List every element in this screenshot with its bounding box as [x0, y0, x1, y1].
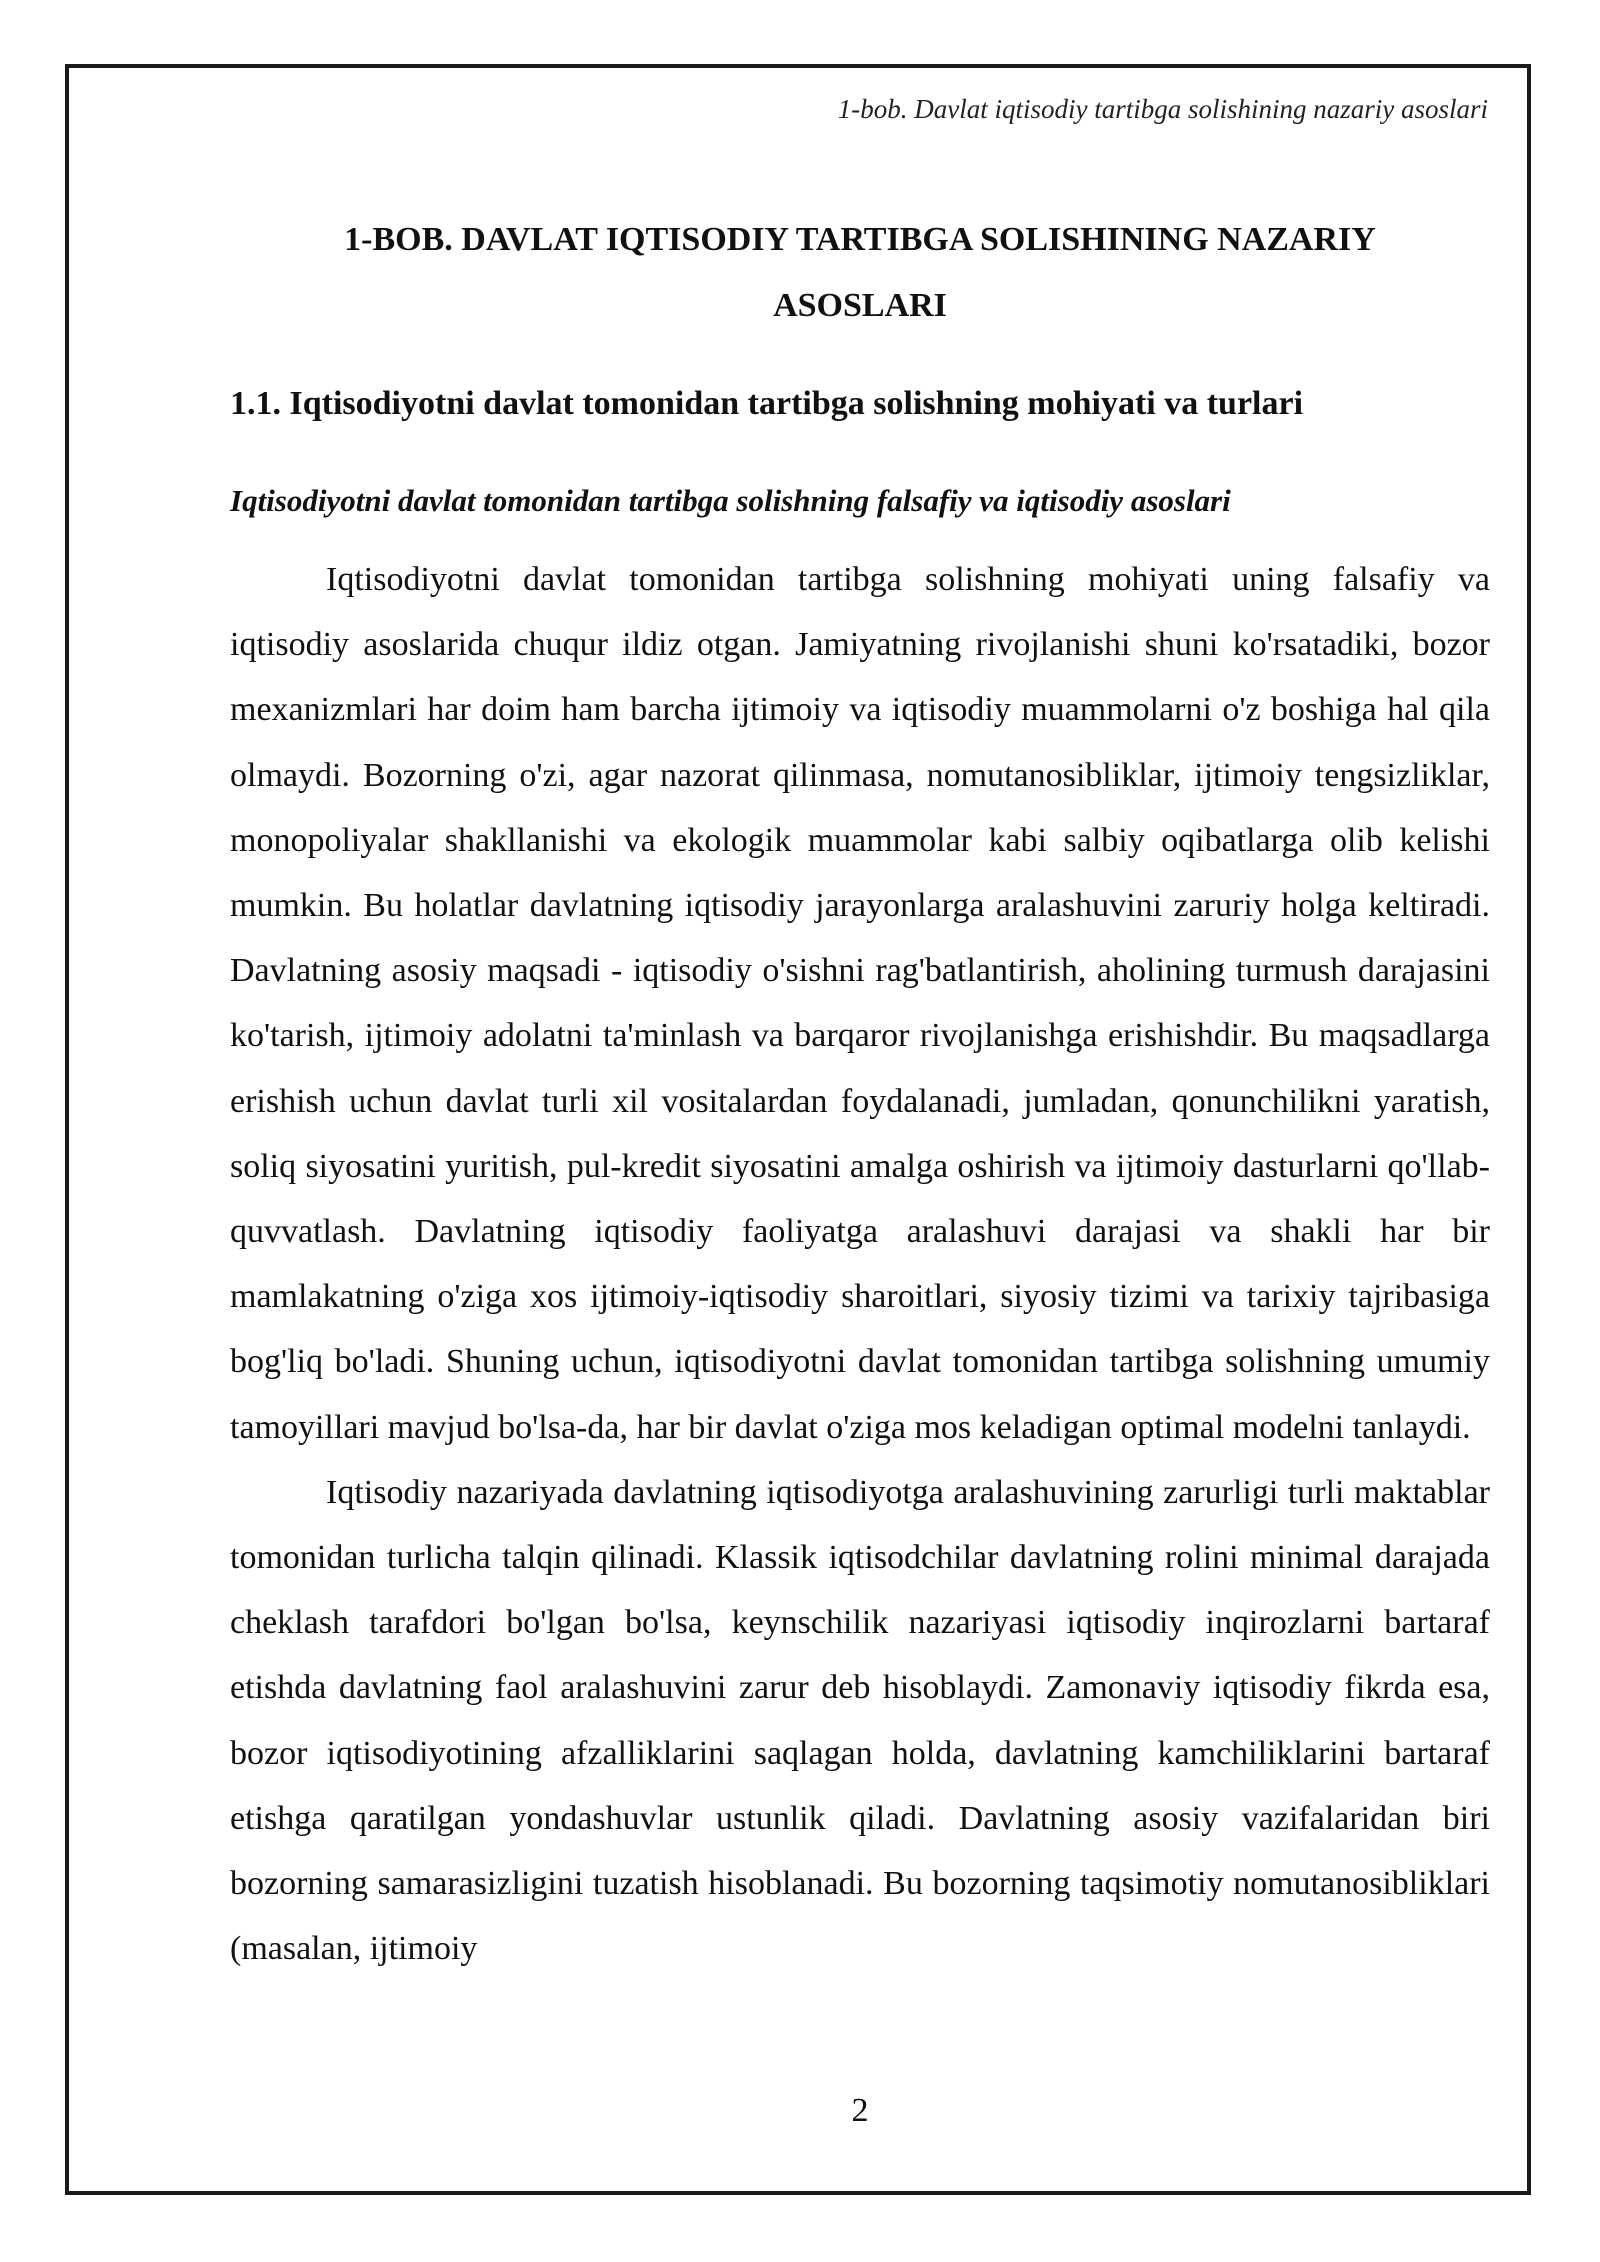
- chapter-title: [230, 207, 1490, 339]
- page-number: 2: [851, 2092, 869, 2129]
- paragraph-1: Iqtisodiyotni davlat tomonidan tartibga solishning mohiyati uning falsafiy va iqtisodiy asoslarida chuqur ildiz otgan. Jamiyatning rivojlanishi shuni ko'rsatadiki, bozor mexanizmlari har doim ham barcha ijtimoiy va iqtisodiy muammolarni o'z boshiga hal qila olmaydi. Bozorning o'zi, agar nazorat qilinmasa, nomutanosibliklar, ijtimoiy tengsizliklar, monopoliyalar shakllanishi va ekologik muammolar kabi salbiy oqibatlarga olib kelishi mumkin. Bu holatlar davlatning iqtisodiy jarayonlarga aralashuvini zaruriy holga keltiradi. Davlatning asosiy maqsadi - iqtisodiy o'sishni rag'batlantirish, aholining turmush darajasini ko'tarish, ijtimoiy adolatni ta'minlash va barqaror rivojlanishga erishishdir. Bu maqsadlarga erishish uchun davlat turli xil vositalardan foydalanadi, jumladan, qonunchilikni yaratish, soliq siyosatini yuritish, pul-kredit siyosatini amalga oshirish va ijtimoiy dasturlarni qo'llab-quvvatlash. Davlatning iqtisodiy faoliyatga aralashuvi darajasi va shakli har bir mamlakatning o'ziga xos ijtimoiy-iqtisodiy sharoitlari, siyosiy tizimi va tarixiy tajribasiga bog'liq bo'ladi. Shuning uchun, iqtisodiyotni davlat tomonidan tartibga solishning umumiy tamoyillari mavjud bo'lsa-da, har bir davlat o'ziga mos keladigan optimal modelni tanlaydi.: [230, 561, 1490, 1446]
- running-header: 1-bob. Davlat iqtisodiy tartibga solishining nazariy asoslari: [837, 94, 1488, 124]
- section-title: 1.1. Iqtisodiyotni davlat tomonidan tartibga solishning mohiyati va turlari: [230, 385, 1304, 422]
- body-text: [230, 547, 1490, 1981]
- paragraph-2: Iqtisodiy nazariyada davlatning iqtisodiyotga aralashuvining zarurligi turli maktablar tomonidan turlicha talqin qilinadi. Klassik iqtisodchilar davlatning rolini minimal darajada cheklash tarafdori bo'lgan bo'lsa, keynschilik nazariyasi iqtisodiy inqirozlarni bartaraf etishda davlatning faol aralashuvini zarur deb hisoblaydi. Zamonaviy iqtisodiy fikrda esa, bozor iqtisodiyotining afzalliklarini saqlagan holda, davlatning kamchiliklarini bartaraf etishga qaratilgan yondashuvlar ustunlik qiladi. Davlatning asosiy vazifalaridan biri bozorning samarasizligini tuzatish hisoblanadi. Bu bozorning taqsimotiy nomutanosibliklari (masalan, ijtimoiy: [230, 1473, 1490, 1968]
- chapter-title-line-1: 1-BOB. DAVLAT IQTISODIY TARTIBGA SOLISHINING NAZARIY: [344, 221, 1376, 258]
- chapter-title-line-2: ASOSLARI: [773, 287, 947, 324]
- subsection-title: Iqtisodiyotni davlat tomonidan tartibga solishning falsafiy va iqtisodiy asoslari: [230, 483, 1231, 518]
